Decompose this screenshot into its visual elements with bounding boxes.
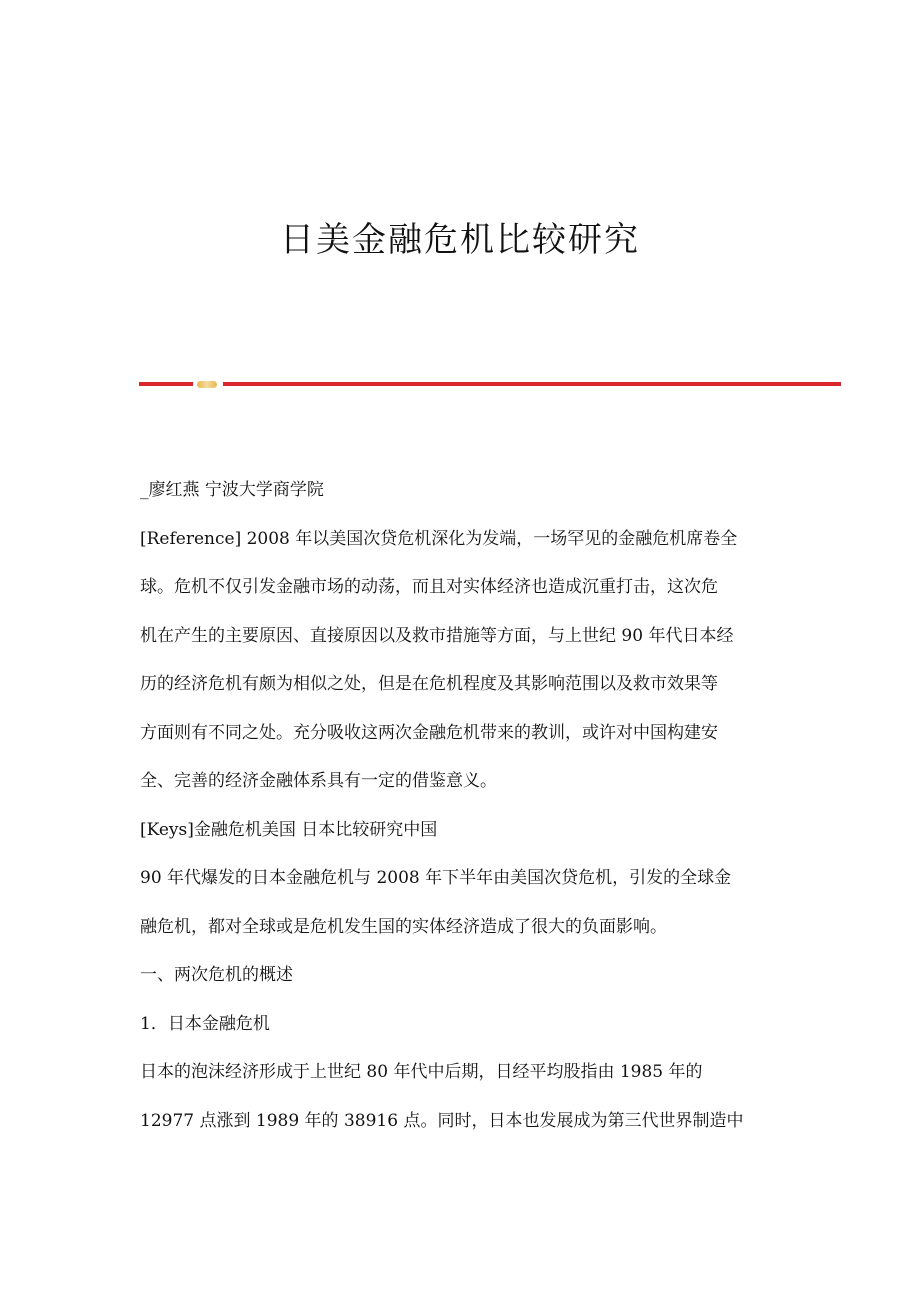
abstract-line: 机在产生的主要原因、直接原因以及救市措施等方面，与上世纪 90 年代日本经 (140, 625, 734, 646)
subsection-heading: 1．日本金融危机 (140, 1013, 270, 1034)
intro-line: 融危机，都对全球或是危机发生国的实体经济造成了很大的负面影响。 (140, 916, 667, 937)
intro-line: 90 年代爆发的日本金融危机与 2008 年下半年由美国次贷危机，引发的全球金 (140, 868, 732, 888)
document-body (140, 466, 780, 1145)
document-title: 日美金融危机比较研究 (280, 220, 640, 260)
divider-bar-left (139, 382, 193, 386)
abstract-line: 历的经济危机有颇为相似之处，但是在危机程度及其影响范围以及救市效果等 (140, 674, 718, 694)
abstract-line: 全、完善的经济金融体系具有一定的借鉴意义。 (140, 771, 497, 791)
title-divider (139, 380, 841, 390)
section-heading: 一、两次危机的概述 (140, 965, 293, 985)
body-line: 12977 点涨到 1989 年的 38916 点。同时，日本也发展成为第三代世界制造中 (140, 1110, 744, 1131)
keywords-line: [Keys]金融危机美国 日本比较研究中国 (140, 819, 438, 840)
body-line: 日本的泡沫经济形成于上世纪 80 年代中后期，日经平均股指由 1985 年的 (140, 1062, 703, 1082)
abstract-line: 球。危机不仅引发金融市场的动荡，而且对实体经济也造成沉重打击，这次危 (140, 577, 718, 597)
divider-bar-right (223, 382, 841, 386)
divider-ornament-icon (197, 381, 217, 388)
author-line: _廖红燕 宁波大学商学院 (140, 480, 324, 500)
abstract-line: [Reference] 2008 年以美国次贷危机深化为发端，一场罕见的金融危机席卷全 (140, 528, 738, 549)
abstract-line: 方面则有不同之处。充分吸收这两次金融危机带来的教训，或许对中国构建安 (140, 722, 718, 743)
